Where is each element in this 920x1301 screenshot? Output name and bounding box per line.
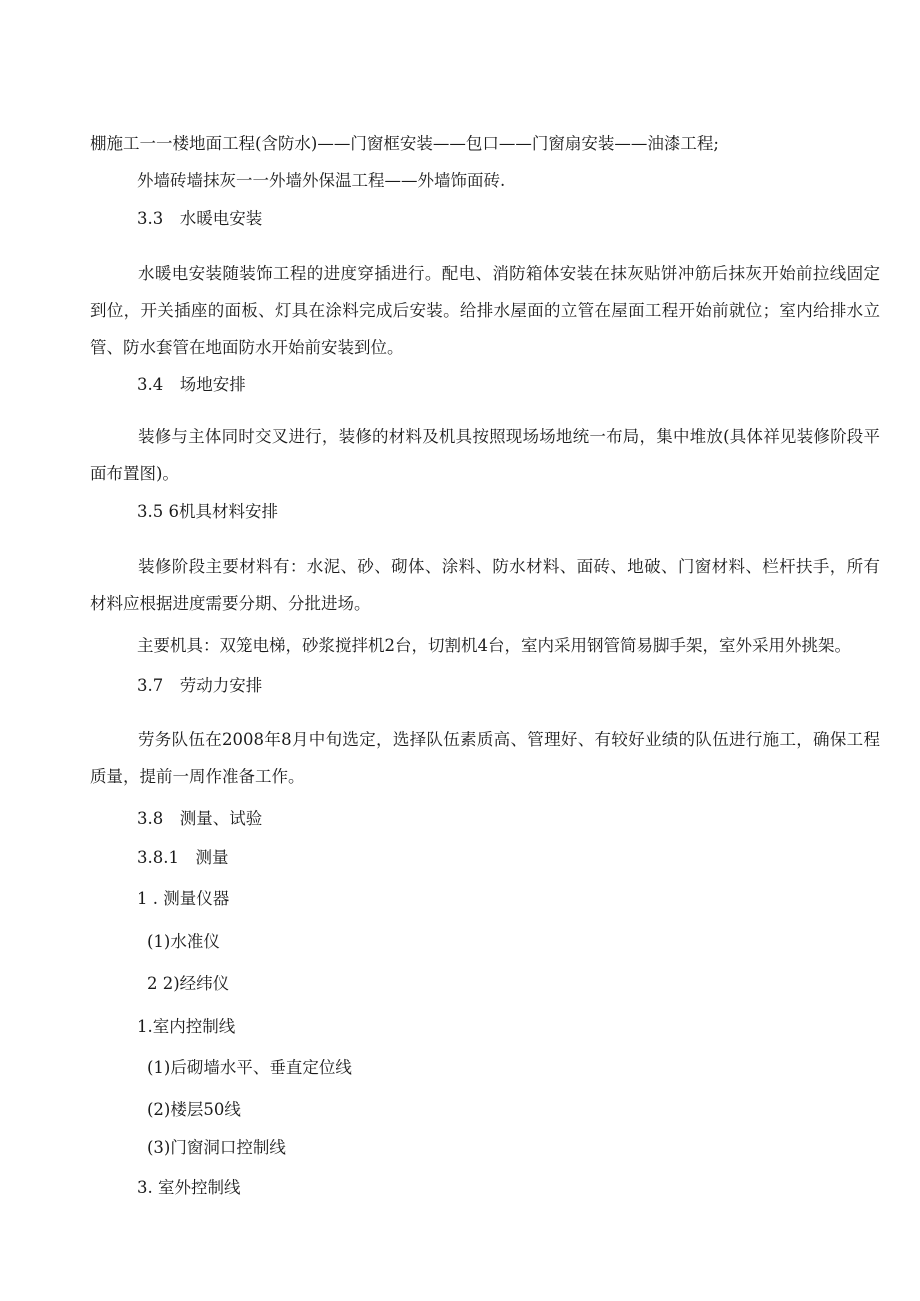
process-line-1: 棚施工一一楼地面工程(含防水)——门窗框安装——包口——门窗扇安装——油漆工程;	[90, 134, 719, 153]
list-item-outdoor-control: 3. 室外控制线	[137, 1178, 241, 1197]
list-item-theodolite: 2 2)经纬仪	[147, 974, 230, 993]
list-item-wall-lines: (1)后砌墙水平、垂直定位线	[147, 1058, 352, 1077]
section-heading-3-5: 3.5 6机具材料安排	[137, 502, 278, 521]
list-item-opening-lines: (3)门窗洞口控制线	[147, 1138, 286, 1157]
section-heading-3-7: 3.7 劳动力安排	[137, 676, 263, 695]
section-3-5-equipment: 主要机具：双笼电梯，砂浆搅拌机2台，切割机4台，室内采用钢管简易脚手架，室外采用外挑架。	[137, 636, 851, 655]
section-3-7-paragraph: 劳务队伍在2008年8月中旬选定，选择队伍素质高、管理好、有较好业绩的队伍进行施工，确保工程质量，提前一周作准备工作。	[90, 730, 880, 786]
list-item-instruments: 1 . 测量仪器	[137, 889, 230, 908]
section-3-3-paragraph: 水暖电安装随装饰工程的进度穿插进行。配电、消防箱体安装在抹灰贴饼冲筋后抹灰开始前拉线固定到位，开关插座的面板、灯具在涂料完成后安装。给排水屋面的立管在屋面工程开始前就位；室内给排水立管、防水套管在地面防水开始前安装到位。	[90, 264, 880, 357]
section-3-5-paragraph: 装修阶段主要材料有：水泥、砂、砌体、涂料、防水材料、面砖、地破、门窗材料、栏杆扶手，所有材料应根据进度需要分期、分批进场。	[90, 557, 880, 613]
section-heading-3-8: 3.8 测量、试验	[137, 809, 263, 828]
section-3-4-paragraph: 装修与主体同时交叉进行，装修的材料及机具按照现场场地统一布局，集中堆放(具体祥见装修阶段平面布置图)。	[90, 427, 880, 483]
list-item-floor-50-line: (2)楼层50线	[147, 1100, 241, 1119]
process-line-2: 外墙砖墙抹灰一一外墙外保温工程——外墙饰面砖.	[137, 171, 506, 190]
list-item-indoor-control: 1.室内控制线	[137, 1017, 236, 1036]
list-item-level: (1)水准仪	[147, 932, 220, 951]
section-heading-3-8-1: 3.8.1 测量	[137, 848, 229, 867]
section-heading-3-4: 3.4 场地安排	[137, 375, 246, 394]
section-heading-3-3: 3.3 水暖电安装	[137, 209, 263, 228]
